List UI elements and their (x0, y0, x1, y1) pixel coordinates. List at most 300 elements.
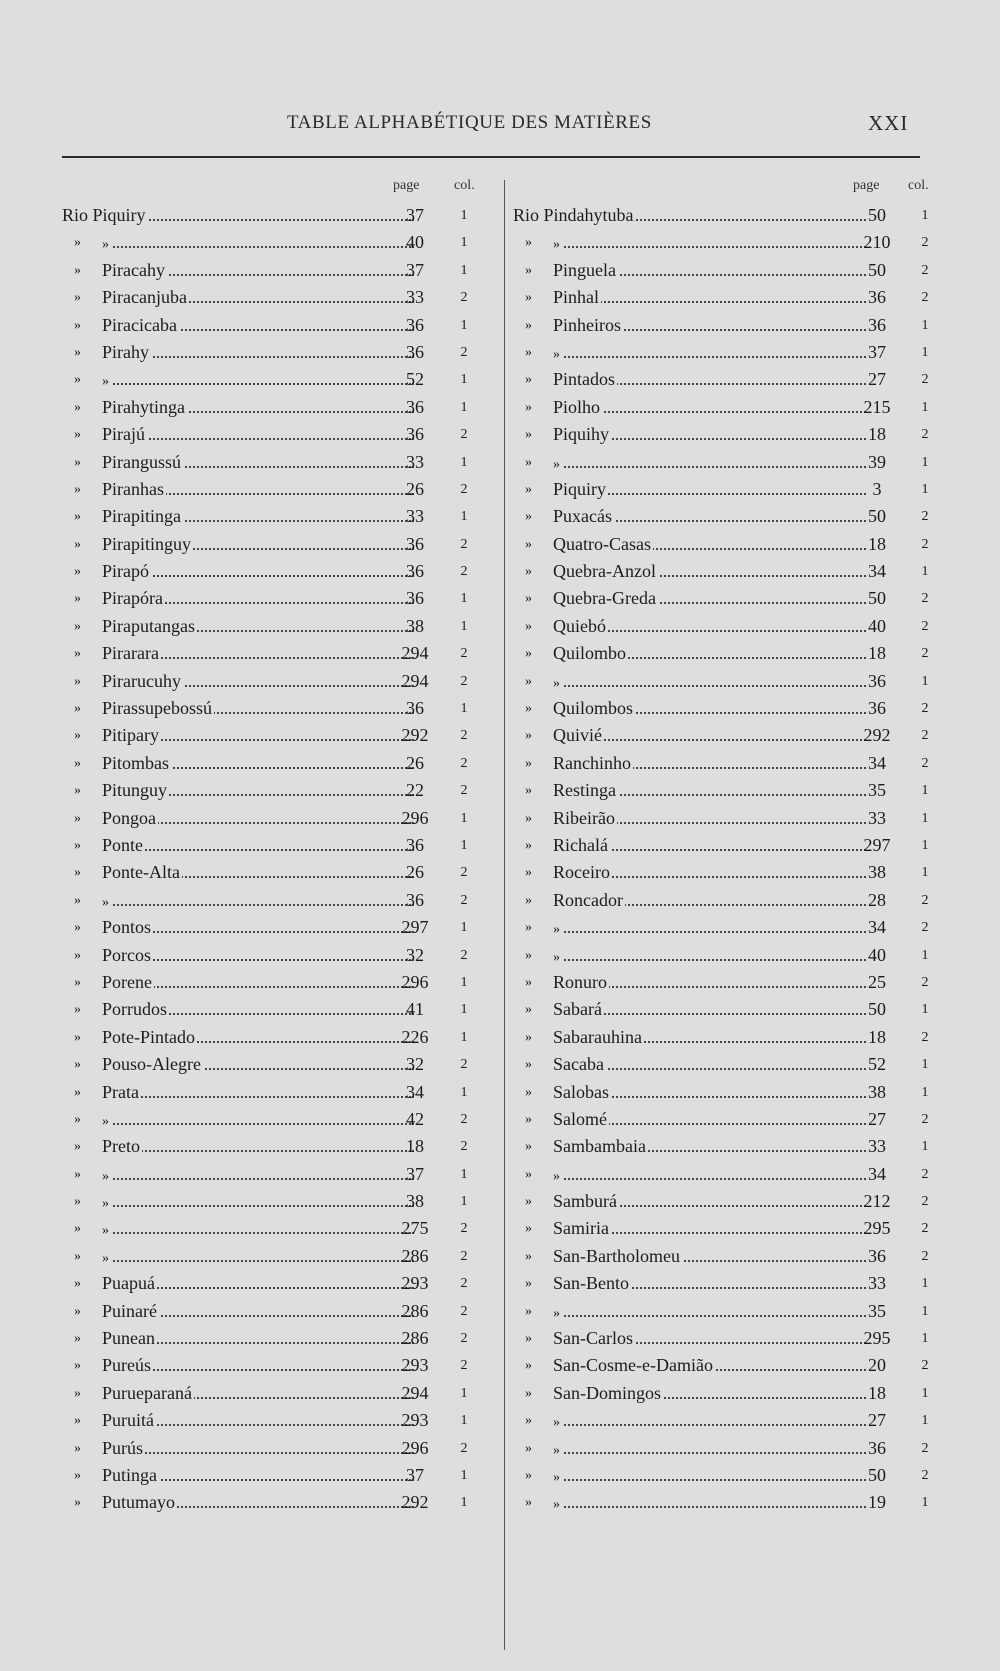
page-ref: 42 (406, 1108, 424, 1129)
leader-dots (102, 904, 414, 906)
page-heading: page (853, 178, 880, 193)
page-ref: 27 (868, 369, 886, 390)
page-heading: page (393, 178, 420, 193)
index-entry (62, 942, 497, 969)
entry-name: » (553, 229, 866, 258)
ditto-mark: » (74, 1276, 81, 1292)
index-entry (513, 476, 943, 503)
column-ref: 1 (460, 454, 468, 470)
entry-name: Pitombas (102, 750, 414, 777)
entry-name: Pitipary (102, 722, 414, 749)
entry-name: » (102, 887, 414, 916)
entry-name: Pirapó (102, 558, 414, 585)
index-entry (62, 777, 497, 804)
page-ref: 286 (401, 1328, 429, 1349)
ditto-mark: » (74, 1467, 81, 1483)
leader-dots (102, 1123, 414, 1125)
entry-name: Pitunguy (102, 777, 414, 804)
column-ref: 2 (460, 427, 468, 443)
entry-name: Prata (102, 1079, 414, 1106)
ditto-mark: » (74, 783, 81, 799)
index-entry (62, 996, 497, 1023)
index-entry (513, 421, 943, 448)
index-entry (513, 1051, 943, 1078)
entry-name: Ribeirão (553, 805, 866, 832)
entry-name: » (102, 366, 414, 395)
column-ref: 2 (460, 783, 468, 799)
page-ref: 18 (406, 1136, 424, 1157)
entry-name: Porene (102, 969, 414, 996)
col-heading: col. (454, 178, 475, 193)
page-ref: 210 (863, 232, 891, 253)
entry-name: » (553, 449, 866, 478)
entry-name: Pirajú (102, 421, 414, 448)
ditto-mark: » (525, 317, 532, 333)
entry-name: » (553, 1407, 866, 1436)
page-ref: 293 (401, 1273, 429, 1294)
column-ref: 1 (921, 865, 929, 881)
column-ref: 1 (460, 837, 468, 853)
column-ref: 2 (921, 509, 929, 525)
entry-name: Quiebó (553, 613, 866, 640)
entry-name: Piolho (553, 394, 866, 421)
page-ref: 33 (868, 807, 886, 828)
entry-name: Rio Pindahytuba (513, 202, 866, 229)
index-entry (513, 1106, 943, 1133)
entry-name: Ponte (102, 832, 414, 859)
leader-dots (553, 466, 866, 468)
index-entry (62, 1106, 497, 1133)
index-entry (513, 1133, 943, 1160)
index-entry (62, 1407, 497, 1434)
left-column (62, 178, 497, 1517)
entry-name: San-Cosme-e-Damião (553, 1352, 866, 1379)
column-ref: 2 (921, 1248, 929, 1264)
page-ref: 50 (868, 1464, 886, 1485)
index-entry (513, 1380, 943, 1407)
ditto-mark: » (525, 618, 532, 634)
index-entry (513, 805, 943, 832)
entry-name: San-Bento (553, 1270, 866, 1297)
ditto-mark: » (74, 618, 81, 634)
page-ref: 32 (406, 1054, 424, 1075)
ditto-mark: » (74, 262, 81, 278)
page-ref: 286 (401, 1245, 429, 1266)
ditto-mark: » (525, 591, 532, 607)
column-ref: 2 (921, 1221, 929, 1237)
ditto-mark: » (74, 591, 81, 607)
index-entry (513, 1298, 943, 1325)
page-ref: 36 (406, 561, 424, 582)
page-ref: 36 (868, 698, 886, 719)
ditto-mark: » (525, 865, 532, 881)
index-entry (513, 695, 943, 722)
leader-dots (553, 1178, 866, 1180)
ditto-mark: » (525, 783, 532, 799)
column-ref: 1 (460, 208, 468, 223)
entry-name: Rio Piquiry (62, 202, 414, 229)
ditto-mark: » (74, 1385, 81, 1401)
column-ref: 1 (921, 810, 929, 826)
ditto-mark: » (525, 920, 532, 936)
entry-name: Ronuro (553, 969, 866, 996)
column-ref: 2 (921, 1440, 929, 1456)
header-rule (62, 156, 920, 158)
page-ref: 36 (868, 314, 886, 335)
entry-name: Piquihy (553, 421, 866, 448)
column-ref: 1 (921, 1084, 929, 1100)
ditto-mark: » (525, 701, 532, 717)
entry-name: Quatro-Casas (553, 531, 866, 558)
index-entry (513, 640, 943, 667)
page-ref: 41 (406, 999, 424, 1020)
ditto-mark: » (74, 427, 81, 443)
running-head (0, 112, 1000, 142)
entry-name: Piquiry (553, 476, 866, 503)
entry-name: » (553, 1489, 866, 1518)
index-entry (62, 722, 497, 749)
column-ref: 2 (921, 646, 929, 662)
page-ref: 286 (401, 1300, 429, 1321)
column-ref: 1 (921, 783, 929, 799)
index-entry (513, 1188, 943, 1215)
column-ref: 2 (460, 1248, 468, 1264)
page-ref: 295 (863, 1328, 891, 1349)
index-entry (513, 1435, 943, 1462)
ditto-mark: » (74, 1084, 81, 1100)
index-entry (62, 1435, 497, 1462)
entry-name: Puinaré (102, 1298, 414, 1325)
index-entry (513, 969, 943, 996)
ditto-mark: » (74, 646, 81, 662)
page-ref: 19 (868, 1492, 886, 1513)
index-entry (62, 1380, 497, 1407)
index-entry (513, 503, 943, 530)
entry-name: Punean (102, 1325, 414, 1352)
page-ref: 36 (406, 396, 424, 417)
leader-dots (102, 438, 414, 440)
page-ref: 33 (406, 287, 424, 308)
page-ref: 37 (406, 1163, 424, 1184)
entry-name: Ponte-Alta (102, 859, 414, 886)
index-entry (513, 1024, 943, 1051)
entry-name: » (102, 1215, 414, 1244)
page-ref: 18 (868, 1026, 886, 1047)
leader-dots (553, 1452, 866, 1454)
entry-name: Putinga (102, 1462, 414, 1489)
index-entry (62, 613, 497, 640)
index-entry (513, 449, 943, 476)
ditto-mark: » (525, 1467, 532, 1483)
column-ref: 2 (460, 1440, 468, 1456)
column-ref: 2 (460, 673, 468, 689)
column-ref: 2 (460, 481, 468, 497)
page-ref: 38 (406, 615, 424, 636)
entry-name: » (102, 1243, 414, 1272)
column-ref: 1 (921, 673, 929, 689)
leader-dots (553, 1479, 866, 1481)
page-ref: 293 (401, 1410, 429, 1431)
col-heading: col. (908, 178, 929, 193)
entry-name: Puapuá (102, 1270, 414, 1297)
column-ref: 2 (921, 1467, 929, 1483)
entry-name: Sambambaia (553, 1133, 866, 1160)
page-ref: 27 (868, 1410, 886, 1431)
index-entry (513, 750, 943, 777)
index-entry (62, 585, 497, 612)
page-ref: 36 (406, 889, 424, 910)
entry-name: » (102, 229, 414, 258)
page-ref: 50 (868, 506, 886, 527)
ditto-mark: » (74, 1358, 81, 1374)
entry-name: » (553, 942, 866, 971)
ditto-mark: » (74, 1331, 81, 1347)
ditto-mark: » (74, 1303, 81, 1319)
column-ref: 2 (460, 1303, 468, 1319)
page-ref: 292 (401, 725, 429, 746)
right-column-header (513, 178, 943, 202)
index-entry (513, 914, 943, 941)
entry-name: Quebra-Greda (553, 585, 866, 612)
page-ref: 34 (868, 561, 886, 582)
index-entry (513, 1462, 943, 1489)
page-ref: 295 (863, 1218, 891, 1239)
page-ref: 38 (406, 1191, 424, 1212)
ditto-mark: » (74, 892, 81, 908)
page-ref: 215 (863, 396, 891, 417)
page-ref: 20 (868, 1355, 886, 1376)
leader-dots (553, 959, 866, 961)
column-ref: 1 (921, 399, 929, 415)
column-ref: 1 (460, 509, 468, 525)
page-ref: 296 (401, 971, 429, 992)
page-ref: 294 (401, 670, 429, 691)
right-entries (513, 202, 943, 1517)
page-ref: 18 (868, 424, 886, 445)
column-ref: 1 (460, 1385, 468, 1401)
page-ref: 52 (868, 1054, 886, 1075)
index-entry (513, 996, 943, 1023)
entry-name: Pirangussú (102, 449, 414, 476)
column-ref: 1 (921, 481, 929, 497)
page-ref: 36 (406, 341, 424, 362)
page-ref: 18 (868, 643, 886, 664)
entry-name: Purús (102, 1435, 414, 1462)
ditto-mark: » (74, 536, 81, 552)
page-ref: 36 (406, 698, 424, 719)
ditto-mark: » (525, 454, 532, 470)
index-entry (513, 832, 943, 859)
column-ref: 1 (460, 399, 468, 415)
index-entry (62, 284, 497, 311)
entry-name: Pintados (553, 366, 866, 393)
page-ref: 292 (863, 725, 891, 746)
ditto-mark: » (74, 701, 81, 717)
ditto-mark: » (525, 1221, 532, 1237)
ditto-mark: » (74, 290, 81, 306)
entry-name: Restinga (553, 777, 866, 804)
column-ref: 1 (921, 837, 929, 853)
column-ref: 2 (921, 536, 929, 552)
page-ref: 34 (406, 1081, 424, 1102)
ditto-mark: » (525, 1248, 532, 1264)
index-entry (513, 366, 943, 393)
column-ref: 1 (921, 947, 929, 963)
entry-name: Quivié (553, 722, 866, 749)
ditto-mark: » (74, 1194, 81, 1210)
column-ref: 1 (921, 1303, 929, 1319)
column-ref: 1 (460, 618, 468, 634)
ditto-mark: » (74, 947, 81, 963)
page-ref: 3 (872, 478, 882, 499)
column-ref: 1 (460, 1413, 468, 1429)
entry-name: Sabará (553, 996, 866, 1023)
index-entry (62, 394, 497, 421)
column-ref: 2 (921, 427, 929, 443)
page-ref: 34 (868, 1163, 886, 1184)
ditto-mark: » (525, 1002, 532, 1018)
index-entry (62, 695, 497, 722)
entry-name: San-Carlos (553, 1325, 866, 1352)
leader-dots (102, 1205, 414, 1207)
page-ref: 33 (406, 506, 424, 527)
leader-dots (102, 383, 414, 385)
right-column (513, 178, 943, 1517)
index-entry (513, 859, 943, 886)
index-entry (513, 722, 943, 749)
index-entry (62, 1462, 497, 1489)
index-entry (62, 1161, 497, 1188)
ditto-mark: » (74, 1139, 81, 1155)
column-ref: 1 (921, 208, 929, 223)
column-ref: 2 (460, 755, 468, 771)
column-ref: 1 (921, 1057, 929, 1073)
index-entry (513, 284, 943, 311)
index-entry (62, 503, 497, 530)
ditto-mark: » (525, 673, 532, 689)
column-ref: 1 (460, 317, 468, 333)
entry-name: Puruitá (102, 1407, 414, 1434)
index-entry (513, 585, 943, 612)
column-ref: 1 (460, 920, 468, 936)
index-entry (62, 914, 497, 941)
leader-dots (553, 685, 866, 687)
ditto-mark: » (525, 1084, 532, 1100)
column-ref: 1 (921, 1002, 929, 1018)
column-ref: 1 (460, 701, 468, 717)
page-ref: 50 (868, 588, 886, 609)
index-entry (62, 1051, 497, 1078)
column-ref: 2 (460, 1139, 468, 1155)
ditto-mark: » (525, 1276, 532, 1292)
ditto-mark: » (525, 1440, 532, 1456)
index-entry (513, 1243, 943, 1270)
page-ref: 38 (868, 1081, 886, 1102)
ditto-mark: » (525, 1303, 532, 1319)
ditto-mark: » (525, 344, 532, 360)
page-ref: 18 (868, 533, 886, 554)
page-ref: 36 (868, 1245, 886, 1266)
column-ref: 1 (460, 1029, 468, 1045)
entry-name: Salobas (553, 1079, 866, 1106)
page-ref: 297 (401, 917, 429, 938)
column-ref: 2 (921, 701, 929, 717)
entry-name: Piraruсuhy (102, 668, 414, 695)
page-ref: 226 (401, 1026, 429, 1047)
page-ref: 52 (406, 369, 424, 390)
index-entry (62, 476, 497, 503)
ditto-mark: » (74, 317, 81, 333)
page-ref: 34 (868, 752, 886, 773)
column-ref: 2 (921, 372, 929, 388)
page-ref: 292 (401, 1492, 429, 1513)
page-ref: 32 (406, 944, 424, 965)
column-ref: 1 (460, 1166, 468, 1182)
ditto-mark: » (525, 1139, 532, 1155)
ditto-mark: » (74, 728, 81, 744)
ditto-mark: » (525, 235, 532, 251)
ditto-mark: » (525, 262, 532, 278)
ditto-mark: » (525, 892, 532, 908)
page-ref: 27 (868, 1108, 886, 1129)
ditto-mark: » (74, 1002, 81, 1018)
ditto-mark: » (74, 865, 81, 881)
entry-name: San-Bartholomeu (553, 1243, 866, 1270)
ditto-mark: » (74, 1166, 81, 1182)
column-ref: 1 (921, 1385, 929, 1401)
entry-name: Pinguela (553, 257, 866, 284)
index-entry (62, 1325, 497, 1352)
index-entry (513, 1079, 943, 1106)
ditto-mark: » (525, 1166, 532, 1182)
index-entry (62, 1352, 497, 1379)
entry-name: Pinheiros (553, 312, 866, 339)
entry-name: Piraputangas (102, 613, 414, 640)
index-entry (513, 558, 943, 585)
column-ref: 1 (921, 564, 929, 580)
column-ref: 2 (921, 591, 929, 607)
index-entry (62, 1489, 497, 1516)
index-entry (62, 668, 497, 695)
leader-dots (102, 1150, 414, 1152)
column-ref: 2 (460, 1221, 468, 1237)
column-ref: 1 (460, 235, 468, 251)
ditto-mark: » (525, 947, 532, 963)
column-ref: 1 (921, 344, 929, 360)
index-entry (513, 257, 943, 284)
leader-dots (102, 1452, 414, 1454)
entry-name: Piracahy (102, 257, 414, 284)
column-ref: 2 (460, 892, 468, 908)
page-ref: 37 (406, 1464, 424, 1485)
entry-name: Sabarauhina (553, 1024, 866, 1051)
index-entry (62, 366, 497, 393)
column-ref: 2 (460, 564, 468, 580)
index-entry (513, 1215, 943, 1242)
page-ref: 35 (868, 780, 886, 801)
index-entry (513, 394, 943, 421)
leader-dots (102, 1260, 414, 1262)
ditto-mark: » (74, 1248, 81, 1264)
ditto-mark: » (74, 564, 81, 580)
page-ref: 36 (406, 834, 424, 855)
page-ref: 28 (868, 889, 886, 910)
column-ref: 2 (460, 1057, 468, 1073)
entry-name: Roceiro (553, 859, 866, 886)
entry-name: Quebra-Anzol (553, 558, 866, 585)
page-ref: 293 (401, 1355, 429, 1376)
entry-name: Pirapitinguy (102, 531, 414, 558)
